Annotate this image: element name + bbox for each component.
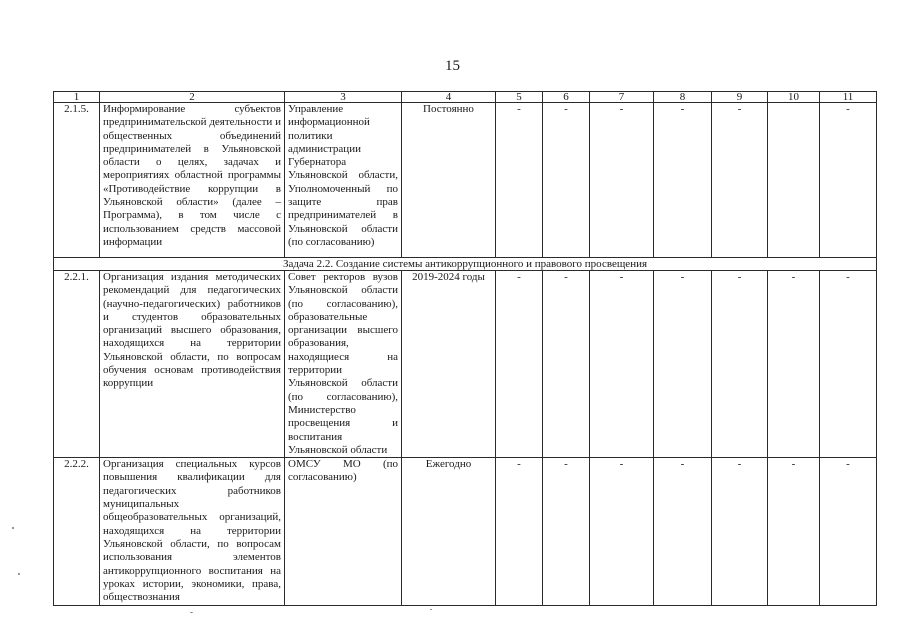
value-cell: [768, 103, 820, 258]
column-number: 11: [820, 92, 877, 103]
value-cell: -: [712, 103, 768, 258]
scan-speck: [18, 573, 20, 575]
term: Ежегодно: [402, 458, 496, 606]
value-cell: -: [820, 103, 877, 258]
event-description: Организация специальных курсов повышения квалификации для педагогических работников муниципальных общеобразовательных организаций, находящихся на территории Ульяновской области, по вопросам использования элементов антикоррупционного воспитания на уроках истории, экономики, права, обществознания: [100, 458, 285, 606]
value-cell: -: [590, 271, 654, 458]
executor: Совет ректоров вузов Ульяновской области (по согласованию), образовательные организации высшего образования, находящиеся на территории Ульяновской области (по согласованию), Министерство просвещения и воспитания Ульяновской области: [285, 271, 402, 458]
value-cell: -: [543, 458, 590, 606]
value-cell: -: [712, 458, 768, 606]
value-cell: -: [654, 103, 712, 258]
value-cell: -: [496, 103, 543, 258]
column-number: 8: [654, 92, 712, 103]
event-description: Информирование субъектов предпринимательской деятельности и общественных объединений предпринимателей в Ульяновской области о целях, задачах и мероприятиях областной программы «Противодействие коррупции в Ульяновской области» (далее – Программа), в том числе с использованием средств массовой информации: [100, 103, 285, 258]
column-number: 4: [402, 92, 496, 103]
column-number: 5: [496, 92, 543, 103]
value-cell: -: [543, 103, 590, 258]
column-number: 1: [54, 92, 100, 103]
event-description: Организация издания методических рекомендаций для педагогических (научно-педагогических) работников и студентов образовательных организаций высшего образования, находящихся на территории Ульяновской области, по вопросам обучения основам противодействия коррупции: [100, 271, 285, 458]
term: Постоянно: [402, 103, 496, 258]
table-row: [54, 458, 877, 606]
scan-speck: [430, 609, 432, 610]
executor: ОМСУ МО (по согласованию): [285, 458, 402, 606]
scan-speck: [190, 612, 193, 613]
value-cell: -: [768, 271, 820, 458]
table-row: [54, 103, 877, 258]
value-cell: -: [820, 271, 877, 458]
item-number: 2.1.5.: [54, 103, 100, 258]
column-number: 6: [543, 92, 590, 103]
table-row: [54, 271, 877, 458]
value-cell: -: [654, 271, 712, 458]
item-number: 2.2.1.: [54, 271, 100, 458]
executor: Управление информационной политики администрации Губернатора Ульяновской области, Уполномоченный по защите прав предпринимателей в Ульяновской области (по согласованию): [285, 103, 402, 258]
column-number: 9: [712, 92, 768, 103]
value-cell: -: [590, 103, 654, 258]
value-cell: -: [820, 458, 877, 606]
value-cell: -: [768, 458, 820, 606]
term: 2019-2024 годы: [402, 271, 496, 458]
column-number-row: [54, 92, 877, 103]
scan-speck: [12, 527, 14, 529]
value-cell: -: [590, 458, 654, 606]
column-number: 10: [768, 92, 820, 103]
column-number: 7: [590, 92, 654, 103]
value-cell: -: [654, 458, 712, 606]
page-number: 15: [445, 58, 460, 74]
section-title: Задача 2.2. Создание системы антикоррупционного и правового просвещения: [54, 258, 877, 271]
item-number: 2.2.2.: [54, 458, 100, 606]
section-heading-row: [54, 258, 877, 271]
value-cell: -: [712, 271, 768, 458]
column-number: 3: [285, 92, 402, 103]
value-cell: -: [543, 271, 590, 458]
column-number: 2: [100, 92, 285, 103]
value-cell: -: [496, 271, 543, 458]
program-table: [53, 91, 877, 606]
value-cell: -: [496, 458, 543, 606]
